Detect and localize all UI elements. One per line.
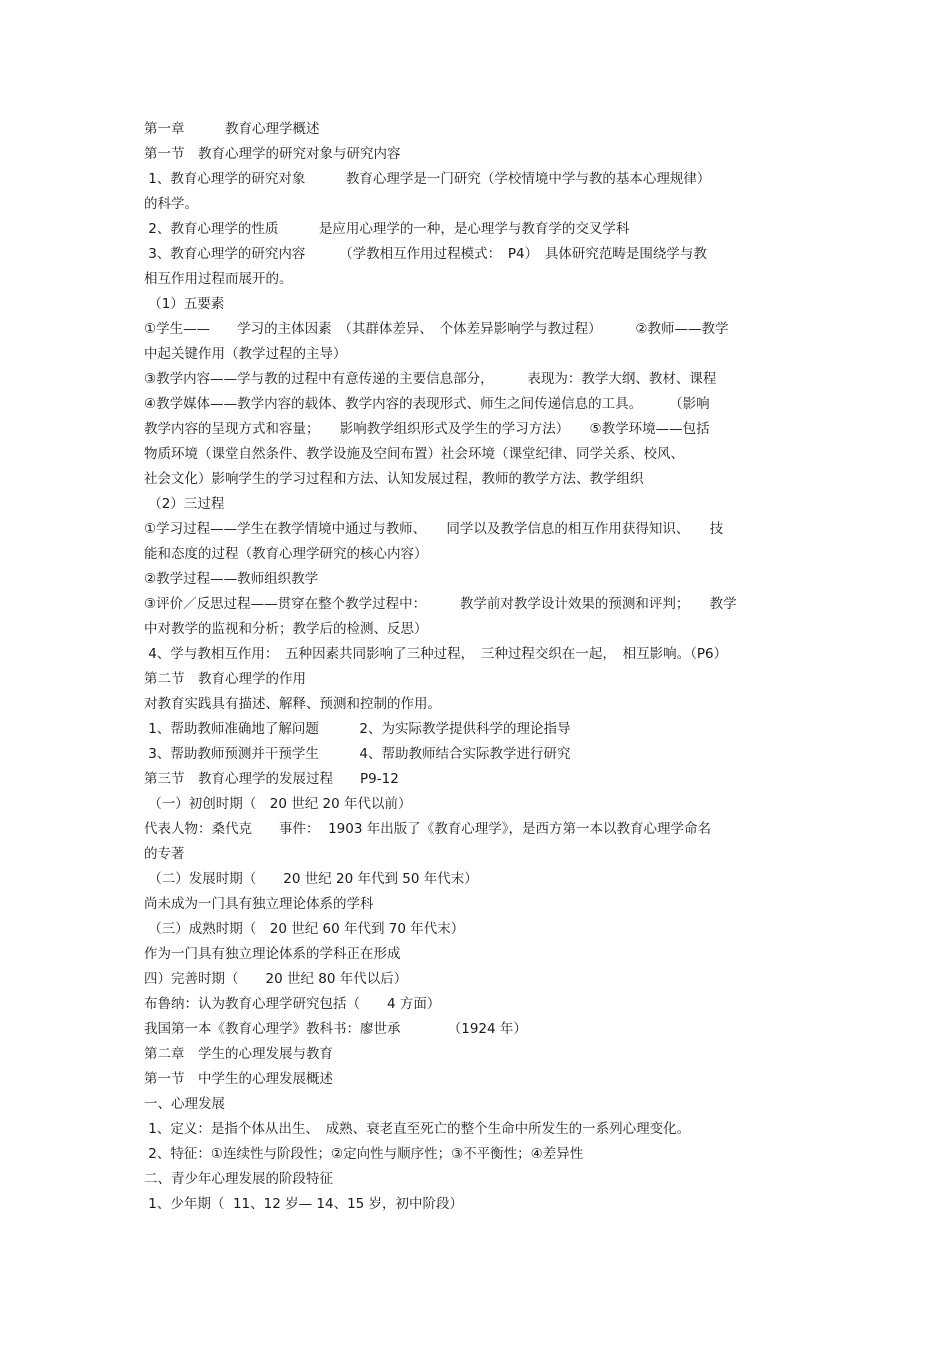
text-line: 对教育实践具有描述、解释、预测和控制的作用。 — [144, 696, 441, 712]
chapter-1-heading: 第一章 教育心理学概述 — [144, 121, 320, 137]
text-line: 4、学与教相互作用： 五种因素共同影响了三种过程， 三种过程交织在一起， 相互影响。（P6） — [144, 646, 728, 662]
subheading: （一）初创时期（ 20 世纪 20 年代以前） — [144, 796, 412, 812]
text-line: 教学内容的呈现方式和容量； 影响教学组织形式及学生的学习方法） ⑤教学环境——包括 — [144, 421, 710, 437]
text-line: 的专著 — [144, 846, 185, 862]
text-line: 代表人物：桑代克 事件： 1903 年出版了《教育心理学》，是西方第一本以教育心理学命名 — [144, 821, 711, 837]
text-line: 布鲁纳：认为教育心理学研究包括（ 4 方面） — [144, 996, 441, 1012]
text-line: 1、教育心理学的研究对象 教育心理学是一门研究（学校情境中学与教的基本心理规律） — [144, 171, 711, 187]
text-line: ①学习过程——学生在教学情境中通过与教师、 同学以及教学信息的相互作用获得知识、 技 — [144, 521, 724, 537]
text-line: 相互作用过程而展开的。 — [144, 271, 293, 287]
text-line: 物质环境（课堂自然条件、教学设施及空间布置）社会环境（课堂纪律、同学关系、校风、 — [144, 446, 684, 462]
text-line: 中起关键作用（教学过程的主导） — [144, 346, 347, 362]
subheading: （三）成熟时期（ 20 世纪 60 年代到 70 年代末） — [144, 921, 465, 937]
text-line: 的科学。 — [144, 196, 198, 212]
section-3-heading: 第三节 教育心理学的发展过程 P9-12 — [144, 771, 399, 787]
text-line: 1、帮助教师准确地了解问题 2、为实际教学提供科学的理论指导 — [144, 721, 571, 737]
text-line: 社会文化）影响学生的学习过程和方法、认知发展过程，教师的教学方法、教学组织 — [144, 471, 644, 487]
text-line: 尚未成为一门具有独立理论体系的学科 — [144, 896, 374, 912]
text-line: ④教学媒体——教学内容的载体、教学内容的表现形式、师生之间传递信息的工具。 （影响 — [144, 396, 710, 412]
text-line: ③教学内容——学与教的过程中有意传递的主要信息部分， 表现为：教学大纲、教材、课程 — [144, 371, 717, 387]
section-heading: 第一节 中学生的心理发展概述 — [144, 1071, 333, 1087]
subheading: （1）五要素 — [144, 296, 225, 312]
subheading: （2）三过程 — [144, 496, 225, 512]
section-2-heading: 第二节 教育心理学的作用 — [144, 671, 306, 687]
subheading: 二、青少年心理发展的阶段特征 — [144, 1171, 333, 1187]
text-line: 中对教学的监视和分析；教学后的检测、反思） — [144, 621, 428, 637]
text-line: 能和态度的过程（教育心理学研究的核心内容） — [144, 546, 428, 562]
subheading: 一、心理发展 — [144, 1096, 225, 1112]
text-line: 1、少年期（ 11、12 岁— 14、15 岁，初中阶段） — [144, 1196, 464, 1212]
text-line: 2、特征：①连续性与阶段性；②定向性与顺序性；③不平衡性；④差异性 — [144, 1146, 584, 1162]
text-line: ③评价／反思过程——贯穿在整个教学过程中： 教学前对教学设计效果的预测和评判； 教学 — [144, 596, 737, 612]
text-line: 3、教育心理学的研究内容 （学教相互作用过程模式： P4） 具体研究范畴是围绕学与教 — [144, 246, 707, 262]
section-1-heading: 第一节 教育心理学的研究对象与研究内容 — [144, 146, 401, 162]
text-line: ①学生—— 学习的主体因素 （其群体差异、 个体差异影响学与教过程） ②教师——教学 — [144, 321, 729, 337]
subheading: （二）发展时期（ 20 世纪 20 年代到 50 年代末） — [144, 871, 478, 887]
text-line: 我国第一本《教育心理学》教科书：廖世承 （1924 年） — [144, 1021, 527, 1037]
chapter-2-heading: 第二章 学生的心理发展与教育 — [144, 1046, 333, 1062]
text-line: 3、帮助教师预测并干预学生 4、帮助教师结合实际教学进行研究 — [144, 746, 571, 762]
subheading: 四）完善时期（ 20 世纪 80 年代以后） — [144, 971, 408, 987]
text-line: 1、定义：是指个体从出生、 成熟、衰老直至死亡的整个生命中所发生的一系列心理变化。 — [144, 1121, 691, 1137]
text-line: 2、教育心理学的性质 是应用心理学的一种，是心理学与教育学的交叉学科 — [144, 221, 630, 237]
text-line: ②教学过程——教师组织教学 — [144, 571, 319, 587]
text-line: 作为一门具有独立理论体系的学科正在形成 — [144, 946, 401, 962]
